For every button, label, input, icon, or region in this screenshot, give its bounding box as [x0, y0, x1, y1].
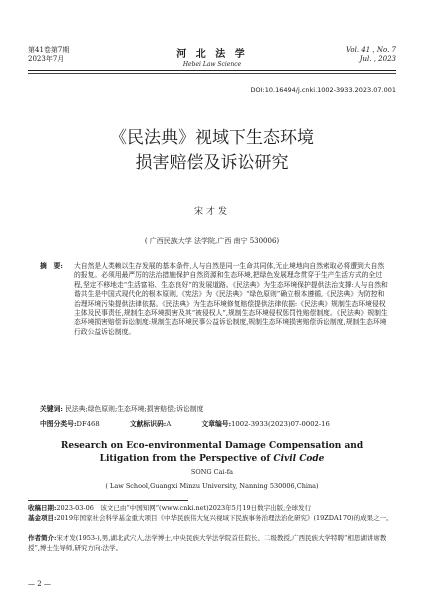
classification-line [40, 418, 390, 428]
page-number: — 2 — [28, 580, 51, 588]
english-author: SONG Cai-fa [190, 468, 234, 476]
keywords-text: 民法典;绿色原则;生态环境;损害赔偿;诉讼制度 [65, 405, 204, 413]
fund-label: 基金项目: [28, 514, 57, 522]
doc-code-label: 文献标识码: [129, 420, 167, 428]
article-number-label: 文章编号: [201, 420, 232, 428]
abstract-label: 摘 要: [40, 262, 63, 270]
english-affiliation: ( Law School,Guangxi Minzu University, Nanning 530006,China) [105, 482, 319, 490]
english-title-line-2-text: Litigation from the Perspective of [99, 454, 274, 464]
received-label: 收稿日期: [28, 504, 57, 512]
header-date-en: Jul. , 2023 [359, 55, 396, 63]
header-volume: 第41卷第7期 [28, 46, 70, 54]
article-title [0, 126, 424, 176]
title-line-2: 损害赔偿及诉讼研究 [135, 153, 289, 173]
author-name: 宋才发 [193, 207, 230, 217]
header-date: 2023年7月 [28, 55, 65, 63]
abstract-text: 大自然是人类赖以生存发展的基本条件,人与自然是同一生命共同体,无止境地向自然索取必将遭到大自然的报复。必须用最严厉的法治措施保护自然资源和生态环境,把绿色发展理念贯穿于生产生活方式的全过程,坚定不移地走“生活富裕、生态良好”的发展道路。《民法典》为生态环境保护提供法治支撑:人与自然和谐共生是中国式现代化的根本原则,《宪法》为《民法典》“绿色原则”确立根本遵循,《民法典》为防控和治理环境污染提供法律依据。《民法典》为生态环境修复赔偿提供法律依据:《民法典》规制生态环境侵权主体及民事责任,规制生态环境损害及其“被侵权人”,规制生态环境侵权惩罚性赔偿制度。《民法典》规制生态环境损害赔偿诉讼制度:规制生态环境民事公益诉讼制度,规制生态环境损害赔偿诉讼制度,规制生态环境行政公益诉讼制度。 [74, 262, 388, 336]
author-affiliation: ( 广西民族大学 法学院,广西 南宁 530006) [144, 237, 280, 245]
english-title-line-1: Research on Eco-environmental Damage Compensation and [60, 441, 364, 451]
abstract [40, 262, 390, 337]
footnote-author [28, 534, 398, 553]
footnote-fund [28, 514, 398, 524]
header-rule-thick [28, 70, 396, 71]
footnote-received [28, 504, 398, 514]
journal-latin-name: Hebei Law Science [182, 61, 242, 68]
header-volume-en: Vol. 41 , No. 7 [345, 46, 396, 54]
keywords-label: 关键词: [40, 405, 63, 413]
header-volume-info-en [346, 46, 396, 64]
english-title-italic: Civil Code [273, 454, 325, 464]
title-line-1: 《民法典》视域下生态环境 [110, 128, 314, 148]
article-number-value: 1002-3933(2023)07-0002-16 [231, 420, 330, 428]
author-info-text: 宋才发(1953-),男,湖北武穴人,法学博士,中央民族大学法学院首任院长、二级教授,广西民族大学特聘“相思湖讲席教授”,博士生导师,研究方向:法学。 [28, 534, 387, 552]
journal-name: 河 北 法 学 [176, 49, 248, 60]
doc-code-value: A [166, 420, 172, 428]
author-info-label: 作者简介: [28, 534, 57, 542]
clc-value: DF468 [76, 420, 100, 428]
keywords [40, 403, 390, 413]
english-title [0, 440, 424, 466]
fund-text: 2019年国家社会科学基金重大项目《中华民族伟大复兴视域下民族事务治理法治化研究》(19ZDA170)的成果之一。 [56, 514, 393, 522]
clc-label: 中图分类号: [40, 420, 77, 428]
doi: DOI:10.16494/j.cnki.1002-3933.2023.07.001 [250, 86, 396, 94]
header-rule-thin [28, 73, 396, 74]
received-text: 2023-03-06 该文已由“中国知网”(www.cnki.net)2023年5月19日数字出版,全球发行 [56, 504, 312, 512]
footnote-rule [28, 500, 188, 501]
english-title-line-2 [0, 453, 424, 466]
